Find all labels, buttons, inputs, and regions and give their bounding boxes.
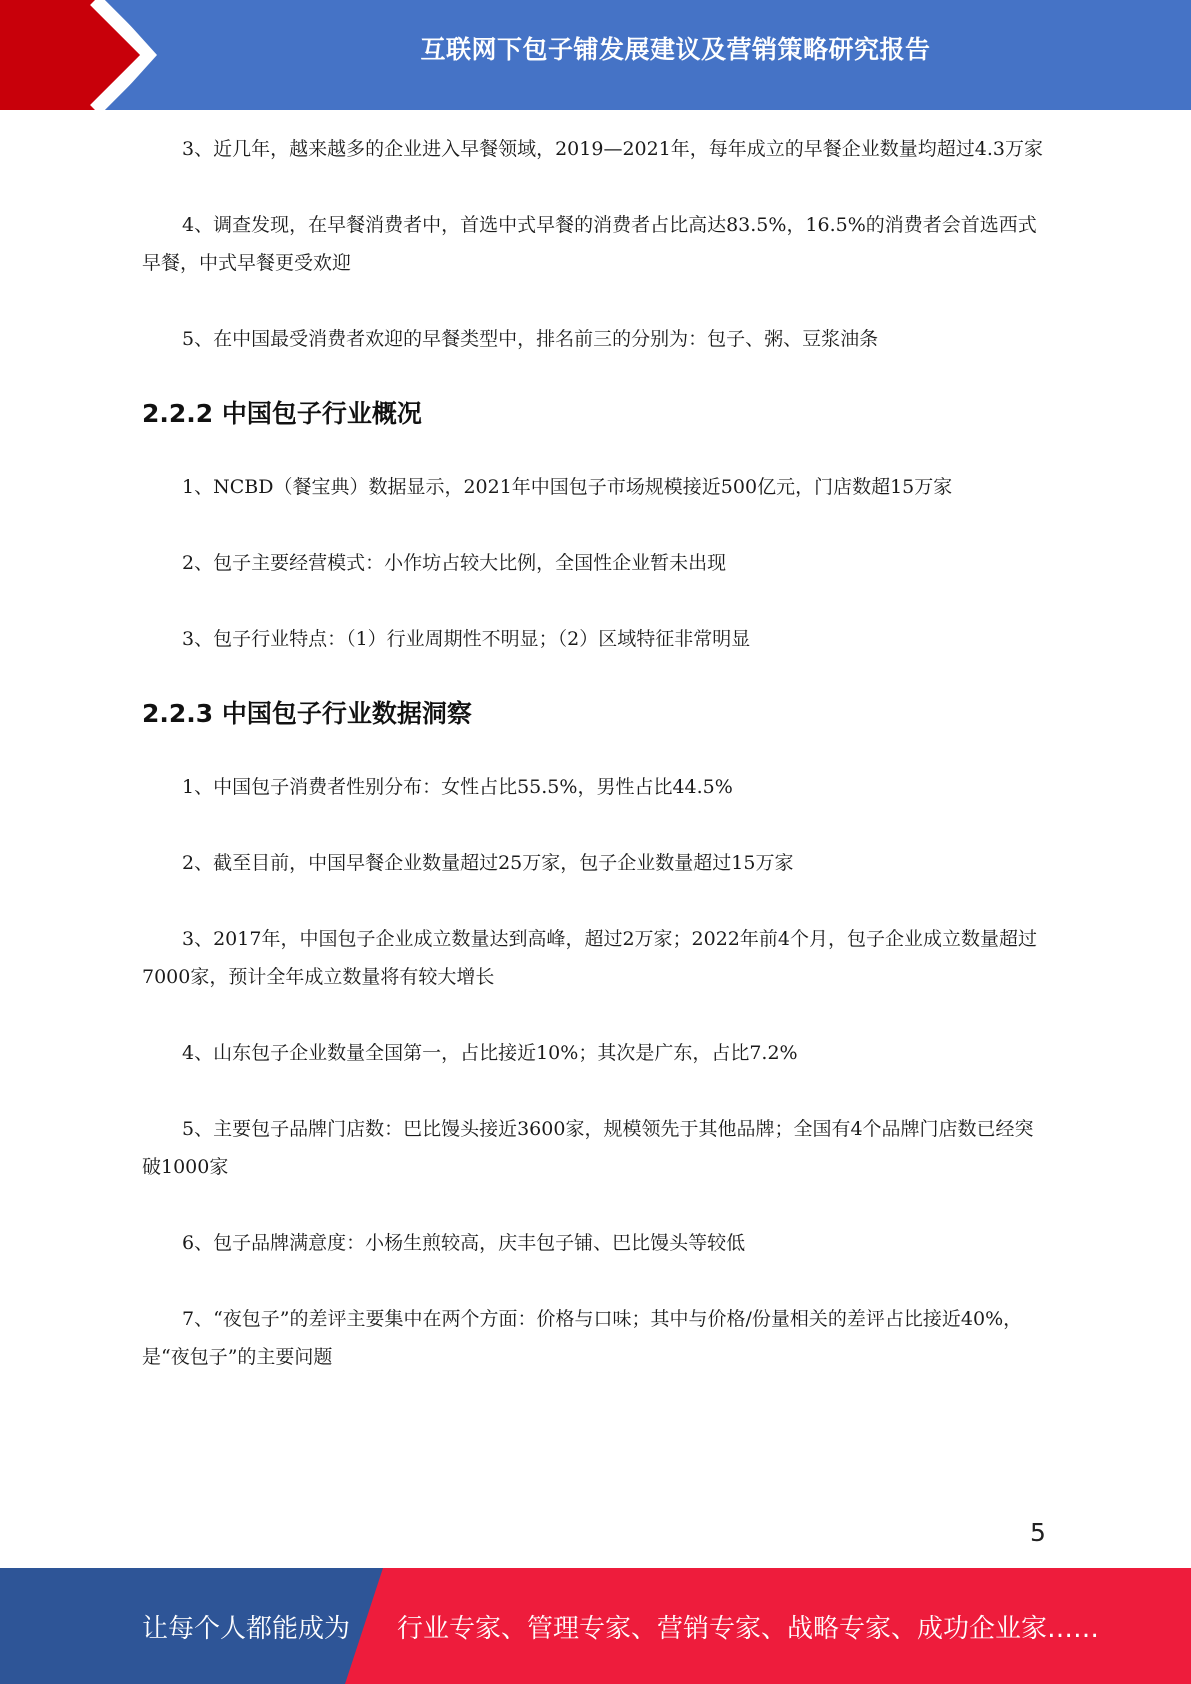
page-header [0,0,1191,110]
paragraph: 3、近几年，越来越多的企业进入早餐领域，2019—2021年，每年成立的早餐企业数量均超过4.3万家 [182,138,1044,160]
section-heading: 2.2.3 中国包子行业数据洞察 [142,699,472,728]
paragraph: 5、在中国最受消费者欢迎的早餐类型中，排名前三的分别为：包子、粥、豆浆油条 [182,328,879,350]
paragraph: 7、“夜包子”的差评主要集中在两个方面：价格与口味；其中与价格/份量相关的差评占比接近40%，是“夜包子”的主要问题 [142,1308,1023,1368]
paragraph: 3、2017年，中国包子企业成立数量达到高峰，超过2万家；2022年前4个月，包子企业成立数量超过7000家，预计全年成立数量将有较大增长 [142,928,1037,988]
page-footer [0,1568,1191,1684]
header-arrow-decoration [0,0,160,110]
paragraph: 5、主要包子品牌门店数：巴比馒头接近3600家，规模领先于其他品牌；全国有4个品牌门店数已经突破1000家 [142,1118,1034,1178]
paragraph: 4、山东包子企业数量全国第一，占比接近10%；其次是广东，占比7.2% [182,1042,798,1064]
footer-slogan-left: 让每个人都能成为 [142,1613,351,1644]
paragraph: 2、截至目前，中国早餐企业数量超过25万家，包子企业数量超过15万家 [182,852,794,874]
document-body [142,130,1052,1414]
paragraph: 2、包子主要经营模式：小作坊占较大比例，全国性企业暂未出现 [182,552,727,574]
paragraph: 1、NCBD（餐宝典）数据显示，2021年中国包子市场规模接近500亿元，门店数超15万家 [182,476,953,498]
page-number: 5 [1030,1518,1046,1547]
paragraph: 3、包子行业特点：（1）行业周期性不明显；（2）区域特征非常明显 [182,628,751,650]
footer-slogan-right: 行业专家、管理专家、营销专家、战略专家、成功企业家…… [397,1613,1100,1644]
paragraph: 1、中国包子消费者性别分布：女性占比55.5%，男性占比44.5% [182,776,733,798]
paragraph: 4、调查发现，在早餐消费者中，首选中式早餐的消费者占比高达83.5%，16.5%的消费者会首选西式早餐，中式早餐更受欢迎 [142,214,1037,274]
paragraph: 6、包子品牌满意度：小杨生煎较高，庆丰包子铺、巴比馒头等较低 [182,1232,746,1254]
section-heading: 2.2.2 中国包子行业概况 [142,399,422,428]
header-title: 互联网下包子铺发展建议及营销策略研究报告 [420,35,931,64]
